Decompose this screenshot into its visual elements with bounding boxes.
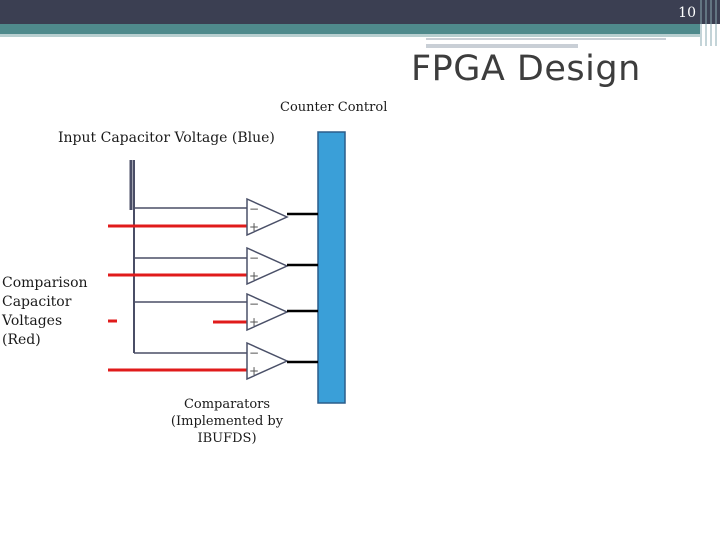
comparator-3-minus: −: [249, 297, 260, 311]
counter-control-label: Counter Control: [280, 100, 388, 115]
page-number: 10: [678, 5, 696, 21]
comparator-4-minus: −: [249, 346, 260, 360]
counter-control-block: [318, 132, 345, 403]
comparator-1-minus: −: [249, 202, 260, 216]
comparator-4-plus: +: [249, 364, 260, 378]
slide-title: FPGA Design: [411, 49, 641, 89]
comparator-2-minus: −: [249, 251, 260, 265]
comparison-voltages-label: Comparison Capacitor Voltages (Red): [2, 275, 88, 348]
comparators-label: Comparators (Implemented by IBUFDS): [170, 397, 284, 446]
comparator-1-plus: +: [249, 220, 260, 234]
input-voltage-label: Input Capacitor Voltage (Blue): [58, 130, 275, 146]
comparator-2-plus: +: [249, 269, 260, 283]
comparator-3-plus: +: [249, 315, 260, 329]
